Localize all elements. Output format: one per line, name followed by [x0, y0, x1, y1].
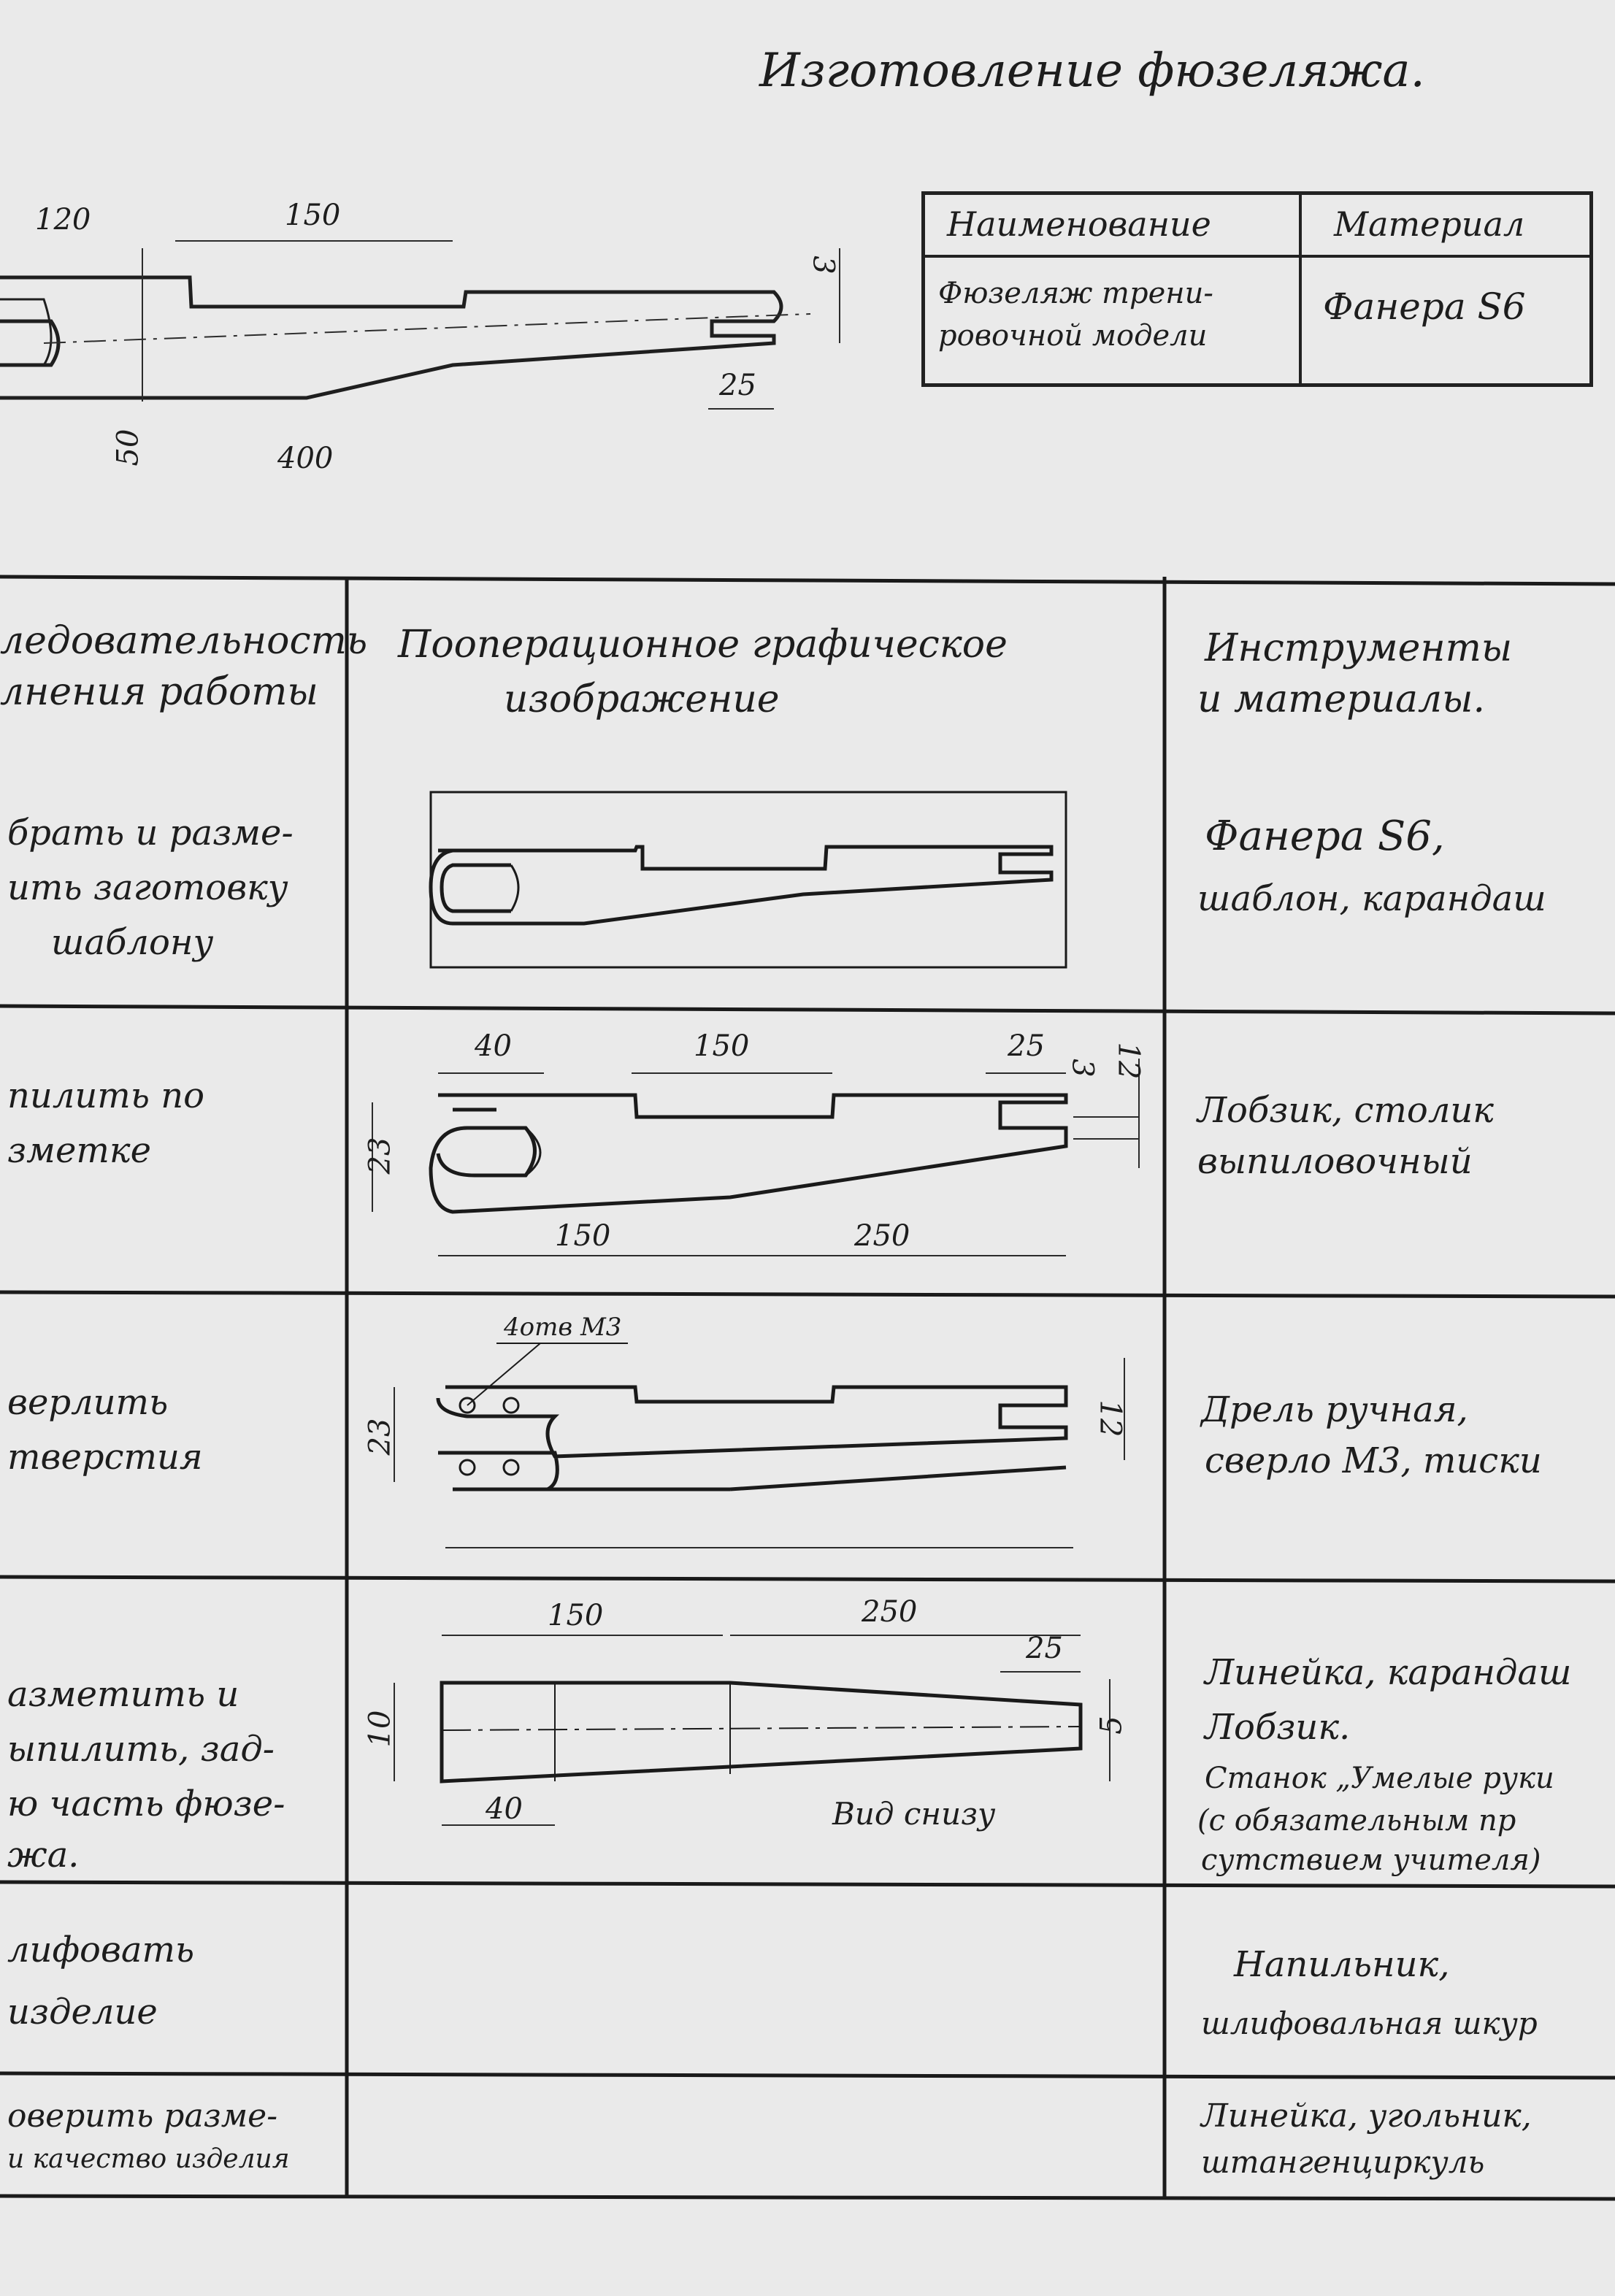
- tools-3-line1: Дрель ручная,: [1201, 1389, 1468, 1430]
- header-graphic-line2: изображение: [504, 677, 780, 721]
- header-sequence-line2: лнения работы: [0, 670, 318, 714]
- tools-5-line2: шлифовальная шкур: [1201, 2005, 1538, 2041]
- tools-2-line1: Лобзик, столик: [1197, 1090, 1494, 1131]
- r4-dim-10: 10: [363, 1710, 397, 1748]
- header-tools-line1: Инструменты: [1205, 626, 1513, 670]
- r4-dim-5: 5: [1094, 1716, 1129, 1735]
- dim-400: 400: [277, 442, 334, 475]
- tools-1-line1: Фанера S6,: [1205, 813, 1445, 860]
- step-4-line3: ю часть фюзе-: [7, 1784, 285, 1824]
- step-5-line1: лифовать: [7, 1930, 195, 1970]
- row2-graphic: [431, 1095, 1066, 1212]
- header-sequence-line1: ледовательность: [0, 619, 368, 663]
- r2-dim-23: 23: [363, 1137, 397, 1175]
- r2-dim-250: 250: [854, 1219, 910, 1253]
- tools-4-line3: Станок „Умелые руки: [1205, 1762, 1554, 1795]
- r4-dim-250: 250: [862, 1595, 918, 1629]
- tools-2-line2: выпиловочный: [1197, 1141, 1473, 1182]
- tools-6-line2: штангенциркуль: [1201, 2144, 1485, 2180]
- page-title: Изготовление фюзеляжа.: [759, 44, 1425, 98]
- step-5-line2: изделие: [7, 1992, 158, 2032]
- part-material: Фанера S6: [1323, 285, 1526, 328]
- tools-4-line5: сутствием учителя): [1201, 1843, 1541, 1877]
- step-4-line4: жа.: [7, 1835, 80, 1875]
- row3-graphic: [438, 1343, 1066, 1489]
- r4-view-label: Вид снизу: [832, 1796, 996, 1832]
- step-1-line2: ить заготовку: [7, 867, 288, 908]
- step-6-line1: оверить разме-: [7, 2097, 278, 2135]
- r3-dim-12: 12: [1093, 1400, 1127, 1437]
- step-1-line1: брать и разме-: [7, 813, 294, 853]
- row1-graphic: [431, 792, 1066, 967]
- r2-dim-150a: 150: [694, 1029, 750, 1063]
- top-fuselage-outline: [0, 277, 781, 398]
- r2-dim-12: 12: [1111, 1042, 1146, 1080]
- part-name-line1: Фюзеляж трени-: [938, 277, 1213, 310]
- r3-holes-label: 4отв М3: [504, 1313, 622, 1342]
- tools-5-line1: Напильник,: [1234, 1944, 1450, 1985]
- step-2-line2: зметке: [7, 1130, 151, 1171]
- part-name-line2: ровочной модели: [938, 319, 1208, 353]
- step-1-line3: шаблону: [51, 922, 214, 963]
- r2-dim-25: 25: [1008, 1029, 1045, 1063]
- top-fuselage-inner: [0, 299, 51, 365]
- r2-dim-3: 3: [1065, 1059, 1100, 1078]
- tools-4-line1: Линейка, карандаш: [1205, 1652, 1572, 1693]
- r4-dim-150: 150: [548, 1599, 604, 1632]
- row4-graphic: [442, 1683, 1081, 1781]
- step-3-line1: верлить: [7, 1382, 169, 1423]
- r2-dim-150b: 150: [555, 1219, 611, 1253]
- dim-120: 120: [35, 203, 91, 237]
- step-6-line2: и качество изделия: [7, 2144, 290, 2174]
- step-4-line2: ыпилить, зад-: [7, 1729, 275, 1770]
- dim-50: 50: [111, 429, 145, 467]
- header-material: Материал: [1334, 204, 1525, 244]
- dim-150: 150: [285, 199, 341, 232]
- tools-4-line4: (с обязательным пр: [1197, 1804, 1516, 1838]
- header-tools-line2: и материалы.: [1197, 677, 1485, 721]
- dim-3: 3: [806, 256, 840, 274]
- r4-dim-40: 40: [486, 1792, 523, 1826]
- tools-1-line2: шаблон, карандаш: [1197, 878, 1546, 919]
- tools-3-line2: сверло М3, тиски: [1205, 1440, 1542, 1481]
- step-2-line1: пилить по: [7, 1075, 205, 1116]
- row2-dims: [372, 1059, 1139, 1256]
- r4-dim-25: 25: [1026, 1632, 1063, 1665]
- header-graphic-line1: Пооперационное графическое: [398, 623, 1008, 667]
- step-4-line1: азметить и: [7, 1674, 239, 1715]
- header-name: Наименование: [947, 204, 1211, 244]
- tools-6-line1: Линейка, угольник,: [1201, 2097, 1532, 2135]
- r3-dim-23: 23: [363, 1418, 397, 1456]
- dim-25: 25: [719, 369, 756, 402]
- tools-4-line2: Лобзик.: [1205, 1707, 1351, 1748]
- step-3-line2: тверстия: [7, 1437, 203, 1478]
- r2-dim-40: 40: [475, 1029, 512, 1063]
